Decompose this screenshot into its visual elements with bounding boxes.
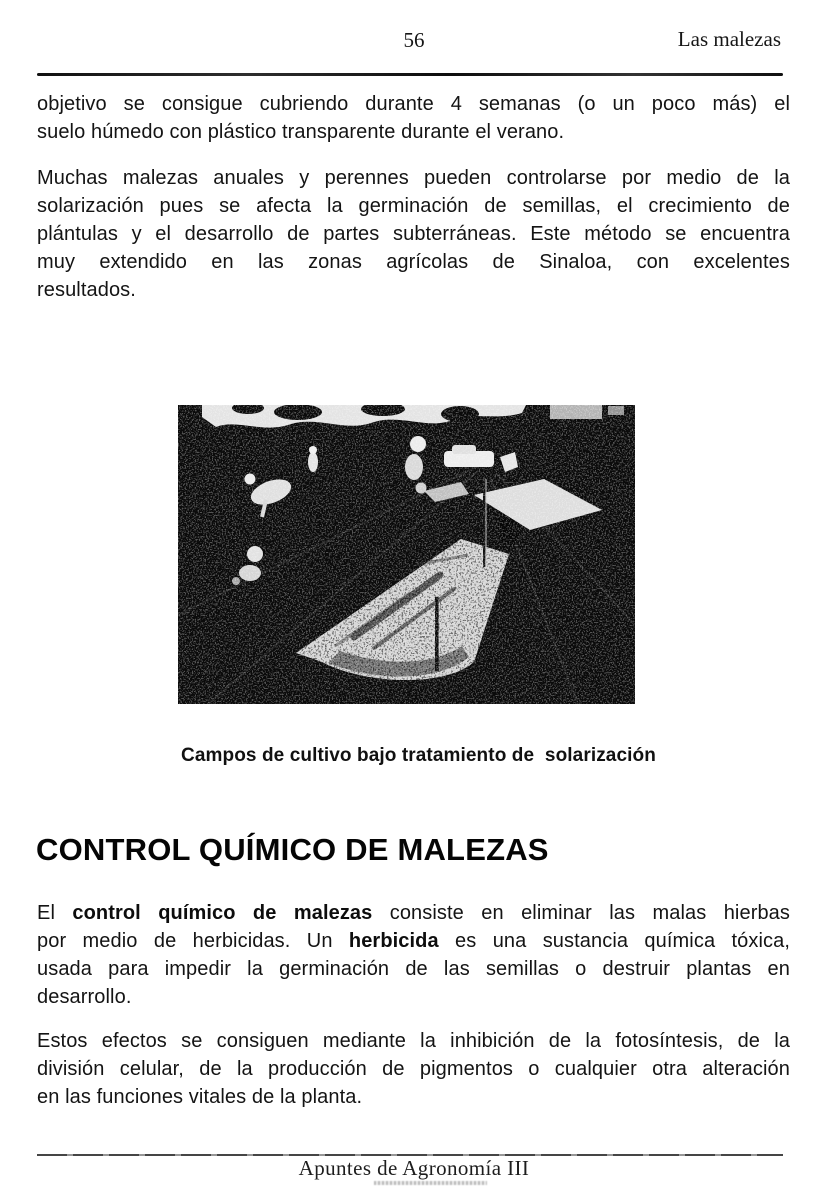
halftone-grain — [178, 405, 635, 704]
text-line: plántulas y el desarrollo de partes subterráneas. Este método se encuentra — [37, 223, 790, 245]
text-line: Estos efectos se consiguen mediante la inhibición de la fotosíntesis, de la — [37, 1030, 790, 1052]
text-line: muy extendido en las zonas agrícolas de Sinaloa, con excelentes — [37, 251, 790, 273]
running-title: Las malezas — [677, 27, 781, 51]
paragraph-solarization-extent — [37, 164, 790, 304]
text-line: objetivo se consigue cubriendo durante 4 semanas (o un poco más) el — [37, 93, 790, 115]
text-line: desarrollo. — [37, 986, 132, 1008]
text-line: Muchas malezas anuales y perennes pueden controlarse por medio de la — [37, 167, 790, 189]
paragraph-herbicide-effects — [37, 1027, 790, 1111]
text-line: división celular, de la producción de pigmentos o cualquier otra alteración — [37, 1058, 790, 1080]
text-line: resultados. — [37, 279, 136, 301]
text-segment: es una sustancia química tóxica, — [438, 930, 791, 952]
section-heading: CONTROL QUÍMICO DE MALEZAS — [36, 832, 549, 867]
page-number: 56 — [403, 28, 425, 52]
text-line: usada para impedir la germinación de las semillas o destruir plantas en — [37, 958, 790, 980]
watermark-line — [374, 1181, 487, 1185]
text-line — [37, 899, 790, 927]
solarization-field-photo — [178, 405, 635, 704]
paragraph-chemical-control — [37, 899, 790, 1011]
text-line: en las funciones vitales de la planta. — [37, 1086, 363, 1108]
footer-book-title: Apuntes de Agronomía III — [298, 1156, 530, 1180]
figure-caption: Campos de cultivo bajo tratamiento de solarización — [181, 745, 656, 766]
text-segment: El — [37, 902, 73, 924]
text-segment: consiste en eliminar las malas hierbas — [372, 902, 791, 924]
paragraph-solarization-method — [37, 90, 790, 146]
text-segment: por medio de herbicidas. Un — [37, 930, 349, 952]
text-line — [37, 927, 790, 955]
bold-term-herbicida: herbicida — [348, 930, 439, 952]
text-line: suelo húmedo con plástico transparente durante el verano. — [37, 121, 565, 143]
bold-term-control-quimico: control químico de malezas — [72, 902, 373, 924]
text-line: solarización pues se afecta la germinación de semillas, el crecimiento de — [37, 195, 790, 217]
header-rule — [37, 73, 783, 76]
